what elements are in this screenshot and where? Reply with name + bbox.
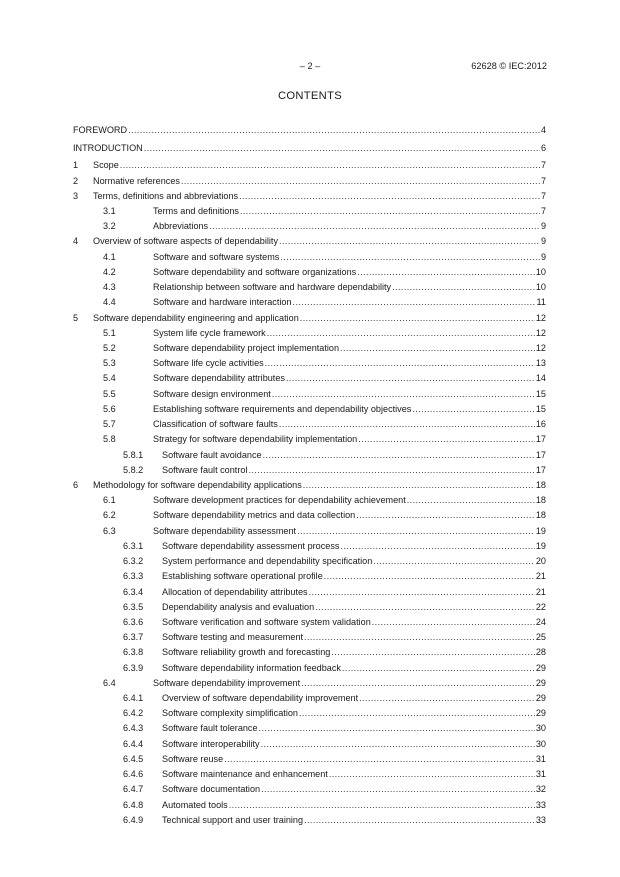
toc-entry-page: 29 (535, 693, 546, 704)
toc-entry-number: 5.8.1 (123, 449, 144, 460)
toc-entry-number: 5.2 (103, 343, 116, 353)
dot-leader (239, 190, 540, 203)
toc-entry[interactable] (73, 142, 546, 155)
toc-entry-number: 4 (73, 236, 79, 247)
dot-leader (309, 586, 535, 599)
dot-leader (279, 235, 540, 248)
toc-entry-page: 12 (535, 327, 546, 338)
toc-entry-title: Software maintenance and enhancement (162, 769, 328, 780)
toc-entry[interactable] (73, 601, 546, 614)
toc-entry[interactable] (73, 540, 546, 553)
toc-entry[interactable] (73, 509, 546, 522)
toc-entry[interactable] (73, 707, 546, 720)
dot-leader (342, 662, 535, 675)
toc-entry[interactable] (73, 677, 546, 690)
toc-entry-page: 15 (535, 388, 546, 399)
toc-entry-title: Automated tools (162, 799, 228, 810)
toc-entry[interactable] (73, 555, 546, 568)
toc-entry[interactable] (73, 388, 546, 401)
table-of-contents (73, 124, 546, 829)
dot-leader (301, 677, 535, 690)
toc-entry-title: Software documentation (162, 784, 261, 795)
toc-entry-page: 14 (535, 373, 546, 384)
toc-entry-number: 1 (73, 160, 79, 171)
toc-entry-title: Software dependability metrics and data collection (153, 510, 356, 521)
toc-entry-number: 6.1 (103, 495, 116, 506)
toc-entry-number: 5.1 (103, 327, 116, 338)
toc-entry-title: Methodology for software dependability applications (93, 479, 302, 490)
toc-entry-number: 5 (73, 312, 79, 323)
toc-entry-page: 28 (535, 647, 546, 658)
toc-entry[interactable] (73, 768, 546, 781)
toc-entry[interactable] (73, 814, 546, 827)
toc-entry-number: 5.8 (103, 434, 116, 445)
toc-entry-number: 6.2 (103, 510, 116, 521)
toc-entry[interactable] (73, 799, 546, 812)
dot-leader (261, 783, 535, 796)
dot-leader (261, 738, 535, 751)
toc-entry-page: 9 (540, 236, 546, 247)
toc-entry[interactable] (73, 327, 546, 340)
toc-entry-number: 2 (73, 175, 79, 186)
toc-entry-number: 6.3.3 (123, 571, 144, 582)
toc-entry-number: 5.4 (103, 373, 116, 384)
dot-leader (372, 616, 535, 629)
toc-entry-title: System life cycle framework (153, 327, 266, 338)
toc-entry-title: Establishing software requirements and dependability objectives (153, 403, 412, 414)
dot-leader (286, 372, 535, 385)
toc-entry-page: 29 (535, 677, 546, 688)
toc-entry-page: 18 (535, 495, 546, 506)
toc-entry-number: 6.3.4 (123, 586, 144, 597)
toc-entry-title: Software dependability information feedback (162, 662, 341, 673)
dot-leader (358, 433, 535, 446)
toc-entry-page: 15 (535, 403, 546, 414)
toc-entry-number: 6.4.1 (123, 693, 144, 704)
toc-entry-page: 10 (535, 282, 546, 293)
dot-leader (340, 540, 534, 553)
toc-entry[interactable] (73, 159, 546, 172)
toc-entry-title: Technical support and user training (162, 814, 304, 825)
toc-entry-title: Software complexity simplification (162, 708, 298, 719)
toc-entry-number: 3.2 (103, 221, 116, 232)
toc-entry[interactable] (73, 449, 546, 462)
dot-leader (340, 342, 535, 355)
toc-entry[interactable] (73, 124, 546, 137)
dot-leader (240, 205, 540, 218)
contents-heading: CONTENTS (278, 90, 342, 102)
toc-entry-number: 6.4.7 (123, 784, 144, 795)
toc-entry-page: 21 (535, 571, 546, 582)
toc-entry[interactable] (73, 631, 546, 644)
dot-leader (297, 525, 535, 538)
toc-entry-page: 25 (535, 632, 546, 643)
toc-entry-title: FOREWORD (73, 125, 128, 135)
toc-entry-number: 6.3.7 (123, 632, 144, 643)
toc-entry[interactable] (73, 251, 546, 264)
toc-entry-number: 5.7 (103, 419, 116, 430)
toc-entry[interactable] (73, 494, 546, 507)
dot-leader (263, 449, 535, 462)
toc-entry[interactable] (73, 479, 546, 492)
toc-entry-number: 6 (73, 479, 79, 490)
toc-entry-page: 7 (540, 190, 546, 201)
toc-entry-page: 21 (535, 586, 546, 597)
toc-entry[interactable] (73, 175, 546, 188)
toc-entry-page: 32 (535, 784, 546, 795)
dot-leader (304, 814, 535, 827)
toc-entry-title: Software fault control (162, 464, 248, 475)
dot-leader (248, 464, 534, 477)
toc-entry-page: 29 (535, 708, 546, 719)
toc-entry-title: Software dependability engineering and application (93, 312, 299, 323)
dot-leader (373, 555, 535, 568)
dot-leader (272, 388, 535, 401)
dot-leader (359, 692, 535, 705)
dot-leader (412, 403, 535, 416)
toc-entry-title: Abbreviations (153, 221, 209, 232)
toc-entry-title: Software fault tolerance (162, 723, 258, 734)
toc-entry-title: Terms, definitions and abbreviations (93, 190, 239, 201)
toc-entry-page: 30 (535, 738, 546, 749)
toc-entry[interactable] (73, 372, 546, 385)
dot-leader (128, 124, 540, 137)
dot-leader (293, 296, 536, 309)
toc-entry[interactable] (73, 738, 546, 751)
toc-entry-title: INTRODUCTION (73, 142, 143, 153)
dot-leader (279, 418, 535, 431)
toc-entry[interactable] (73, 646, 546, 659)
toc-entry-number: 6.3.2 (123, 556, 144, 567)
toc-entry-page: 17 (535, 464, 546, 475)
toc-entry-number: 6.4.4 (123, 738, 144, 749)
toc-entry-title: Dependability analysis and evaluation (162, 601, 315, 612)
dot-leader (300, 312, 535, 325)
dot-leader (120, 159, 540, 172)
toc-entry[interactable] (73, 433, 546, 446)
toc-entry-page: 16 (535, 419, 546, 430)
dot-leader (304, 631, 535, 644)
dot-leader (407, 494, 535, 507)
toc-entry-title: Software verification and software system validation (162, 616, 371, 627)
toc-entry-page: 17 (535, 434, 546, 445)
toc-entry-number: 6.4 (103, 677, 116, 688)
toc-entry[interactable] (73, 296, 546, 309)
toc-entry-title: Software development practices for dependability achievement (153, 495, 406, 506)
dot-leader (356, 509, 535, 522)
page-number: – 2 – (299, 61, 321, 71)
toc-entry-number: 6.3.5 (123, 601, 144, 612)
toc-entry-number: 6.4.8 (123, 799, 144, 810)
dot-leader (392, 281, 535, 294)
toc-entry-title: Terms and definitions (153, 206, 239, 217)
toc-entry-number: 6.3.6 (123, 616, 144, 627)
dot-leader (181, 175, 540, 188)
toc-entry-number: 4.1 (103, 251, 116, 262)
toc-entry-title: Software dependability assessment (153, 525, 297, 536)
toc-entry-page: 7 (540, 160, 546, 171)
toc-entry-page: 19 (535, 525, 546, 536)
toc-entry-title: Software and hardware interaction (153, 297, 292, 308)
toc-entry[interactable] (73, 342, 546, 355)
toc-entry-title: Strategy for software dependability implementation (153, 434, 358, 445)
dot-leader (209, 220, 540, 233)
toc-entry[interactable] (73, 753, 546, 766)
toc-entry-title: Scope (93, 160, 119, 171)
toc-entry[interactable] (73, 235, 546, 248)
toc-entry-number: 4.3 (103, 282, 116, 293)
dot-leader (324, 570, 535, 583)
toc-entry-page: 4 (540, 125, 546, 135)
dot-leader (259, 722, 535, 735)
document-reference: 62628 © IEC:2012 (471, 61, 547, 71)
toc-entry-page: 7 (540, 206, 546, 217)
toc-entry-page: 30 (535, 723, 546, 734)
dot-leader (267, 327, 535, 340)
dot-leader (303, 479, 535, 492)
toc-entry-title: Software dependability and software organizations (153, 266, 357, 277)
toc-entry-title: Classification of software faults (153, 419, 278, 430)
toc-entry-title: Software fault avoidance (162, 449, 262, 460)
toc-entry-page: 12 (535, 312, 546, 323)
toc-entry-number: 6.4.6 (123, 769, 144, 780)
toc-entry-page: 31 (535, 753, 546, 764)
toc-entry-number: 3 (73, 190, 79, 201)
toc-entry-number: 3.1 (103, 206, 116, 217)
toc-entry-page: 29 (535, 662, 546, 673)
toc-entry-title: Software dependability improvement (153, 677, 301, 688)
toc-entry-title: Establishing software operational profile (162, 571, 323, 582)
toc-entry[interactable] (73, 570, 546, 583)
toc-entry[interactable] (73, 281, 546, 294)
toc-entry[interactable] (73, 205, 546, 218)
toc-entry-number: 6.3.1 (123, 540, 144, 551)
toc-entry-title: Software dependability attributes (153, 373, 285, 384)
toc-entry[interactable] (73, 418, 546, 431)
toc-entry[interactable] (73, 783, 546, 796)
dot-leader (331, 646, 535, 659)
dot-leader (280, 251, 540, 264)
toc-entry-number: 4.4 (103, 297, 116, 308)
toc-entry-title: Relationship between software and hardware dependability (153, 282, 392, 293)
toc-entry-title: System performance and dependability specification (162, 556, 373, 567)
dot-leader (299, 707, 535, 720)
toc-entry-page: 17 (535, 449, 546, 460)
toc-entry-title: Software interoperability (162, 738, 260, 749)
toc-entry-page: 13 (535, 358, 546, 369)
toc-entry-title: Software dependability project implementation (153, 343, 340, 353)
dot-leader (315, 601, 535, 614)
toc-entry-number: 4.2 (103, 266, 116, 277)
toc-entry-page: 11 (536, 297, 546, 308)
toc-entry[interactable] (73, 616, 546, 629)
toc-entry-title: Software dependability assessment process (162, 540, 340, 551)
toc-entry-title: Software reuse (162, 753, 224, 764)
toc-entry-title: Software life cycle activities (153, 358, 264, 369)
toc-entry-page: 12 (535, 343, 546, 353)
toc-entry-page: 24 (535, 616, 546, 627)
toc-entry-title: Software design environment (153, 388, 271, 399)
dot-leader (144, 142, 540, 155)
dot-leader (229, 799, 535, 812)
toc-entry-page: 19 (535, 540, 546, 551)
toc-entry-number: 6.4.9 (123, 814, 144, 825)
toc-entry[interactable] (73, 220, 546, 233)
toc-entry-page: 33 (535, 799, 546, 810)
toc-entry-number: 5.8.2 (123, 464, 144, 475)
toc-entry-number: 6.3.8 (123, 647, 144, 658)
toc-entry-page: 6 (540, 142, 546, 153)
dot-leader (265, 357, 535, 370)
toc-entry-page: 7 (540, 175, 546, 186)
toc-entry[interactable] (73, 190, 546, 203)
toc-entry-page: 9 (540, 251, 546, 262)
toc-entry[interactable] (73, 586, 546, 599)
toc-entry[interactable] (73, 662, 546, 675)
toc-entry-number: 6.3 (103, 525, 116, 536)
toc-entry-page: 33 (535, 814, 546, 825)
toc-entry-page: 20 (535, 556, 546, 567)
toc-entry-title: Normative references (93, 175, 180, 186)
toc-entry-title: Overview of software dependability improvement (162, 693, 359, 704)
toc-entry-title: Overview of software aspects of dependability (93, 236, 279, 247)
dot-leader (329, 768, 535, 781)
dot-leader (224, 753, 535, 766)
toc-entry-number: 5.6 (103, 403, 116, 414)
toc-entry[interactable] (73, 464, 546, 477)
toc-entry[interactable] (73, 692, 546, 705)
toc-entry[interactable] (73, 525, 546, 538)
toc-entry-page: 18 (535, 510, 546, 521)
toc-entry-number: 5.5 (103, 388, 116, 399)
toc-entry-page: 22 (535, 601, 546, 612)
toc-entry-number: 6.4.3 (123, 723, 144, 734)
dot-leader (357, 266, 535, 279)
toc-entry-page: 31 (535, 769, 546, 780)
toc-entry[interactable] (73, 266, 546, 279)
toc-entry-number: 5.3 (103, 358, 116, 369)
toc-entry-title: Software and software systems (153, 251, 280, 262)
toc-entry-number: 6.3.9 (123, 662, 144, 673)
toc-entry-page: 10 (535, 266, 546, 277)
toc-entry[interactable] (73, 722, 546, 735)
toc-entry-number: 6.4.2 (123, 708, 144, 719)
toc-entry-number: 6.4.5 (123, 753, 144, 764)
toc-entry[interactable] (73, 312, 546, 325)
toc-entry-title: Allocation of dependability attributes (162, 586, 308, 597)
toc-entry-page: 18 (535, 479, 546, 490)
toc-entry-title: Software testing and measurement (162, 632, 304, 643)
toc-entry-title: Software reliability growth and forecasting (162, 647, 331, 658)
toc-entry-page: 9 (540, 221, 546, 232)
toc-entry[interactable] (73, 357, 546, 370)
toc-entry[interactable] (73, 403, 546, 416)
